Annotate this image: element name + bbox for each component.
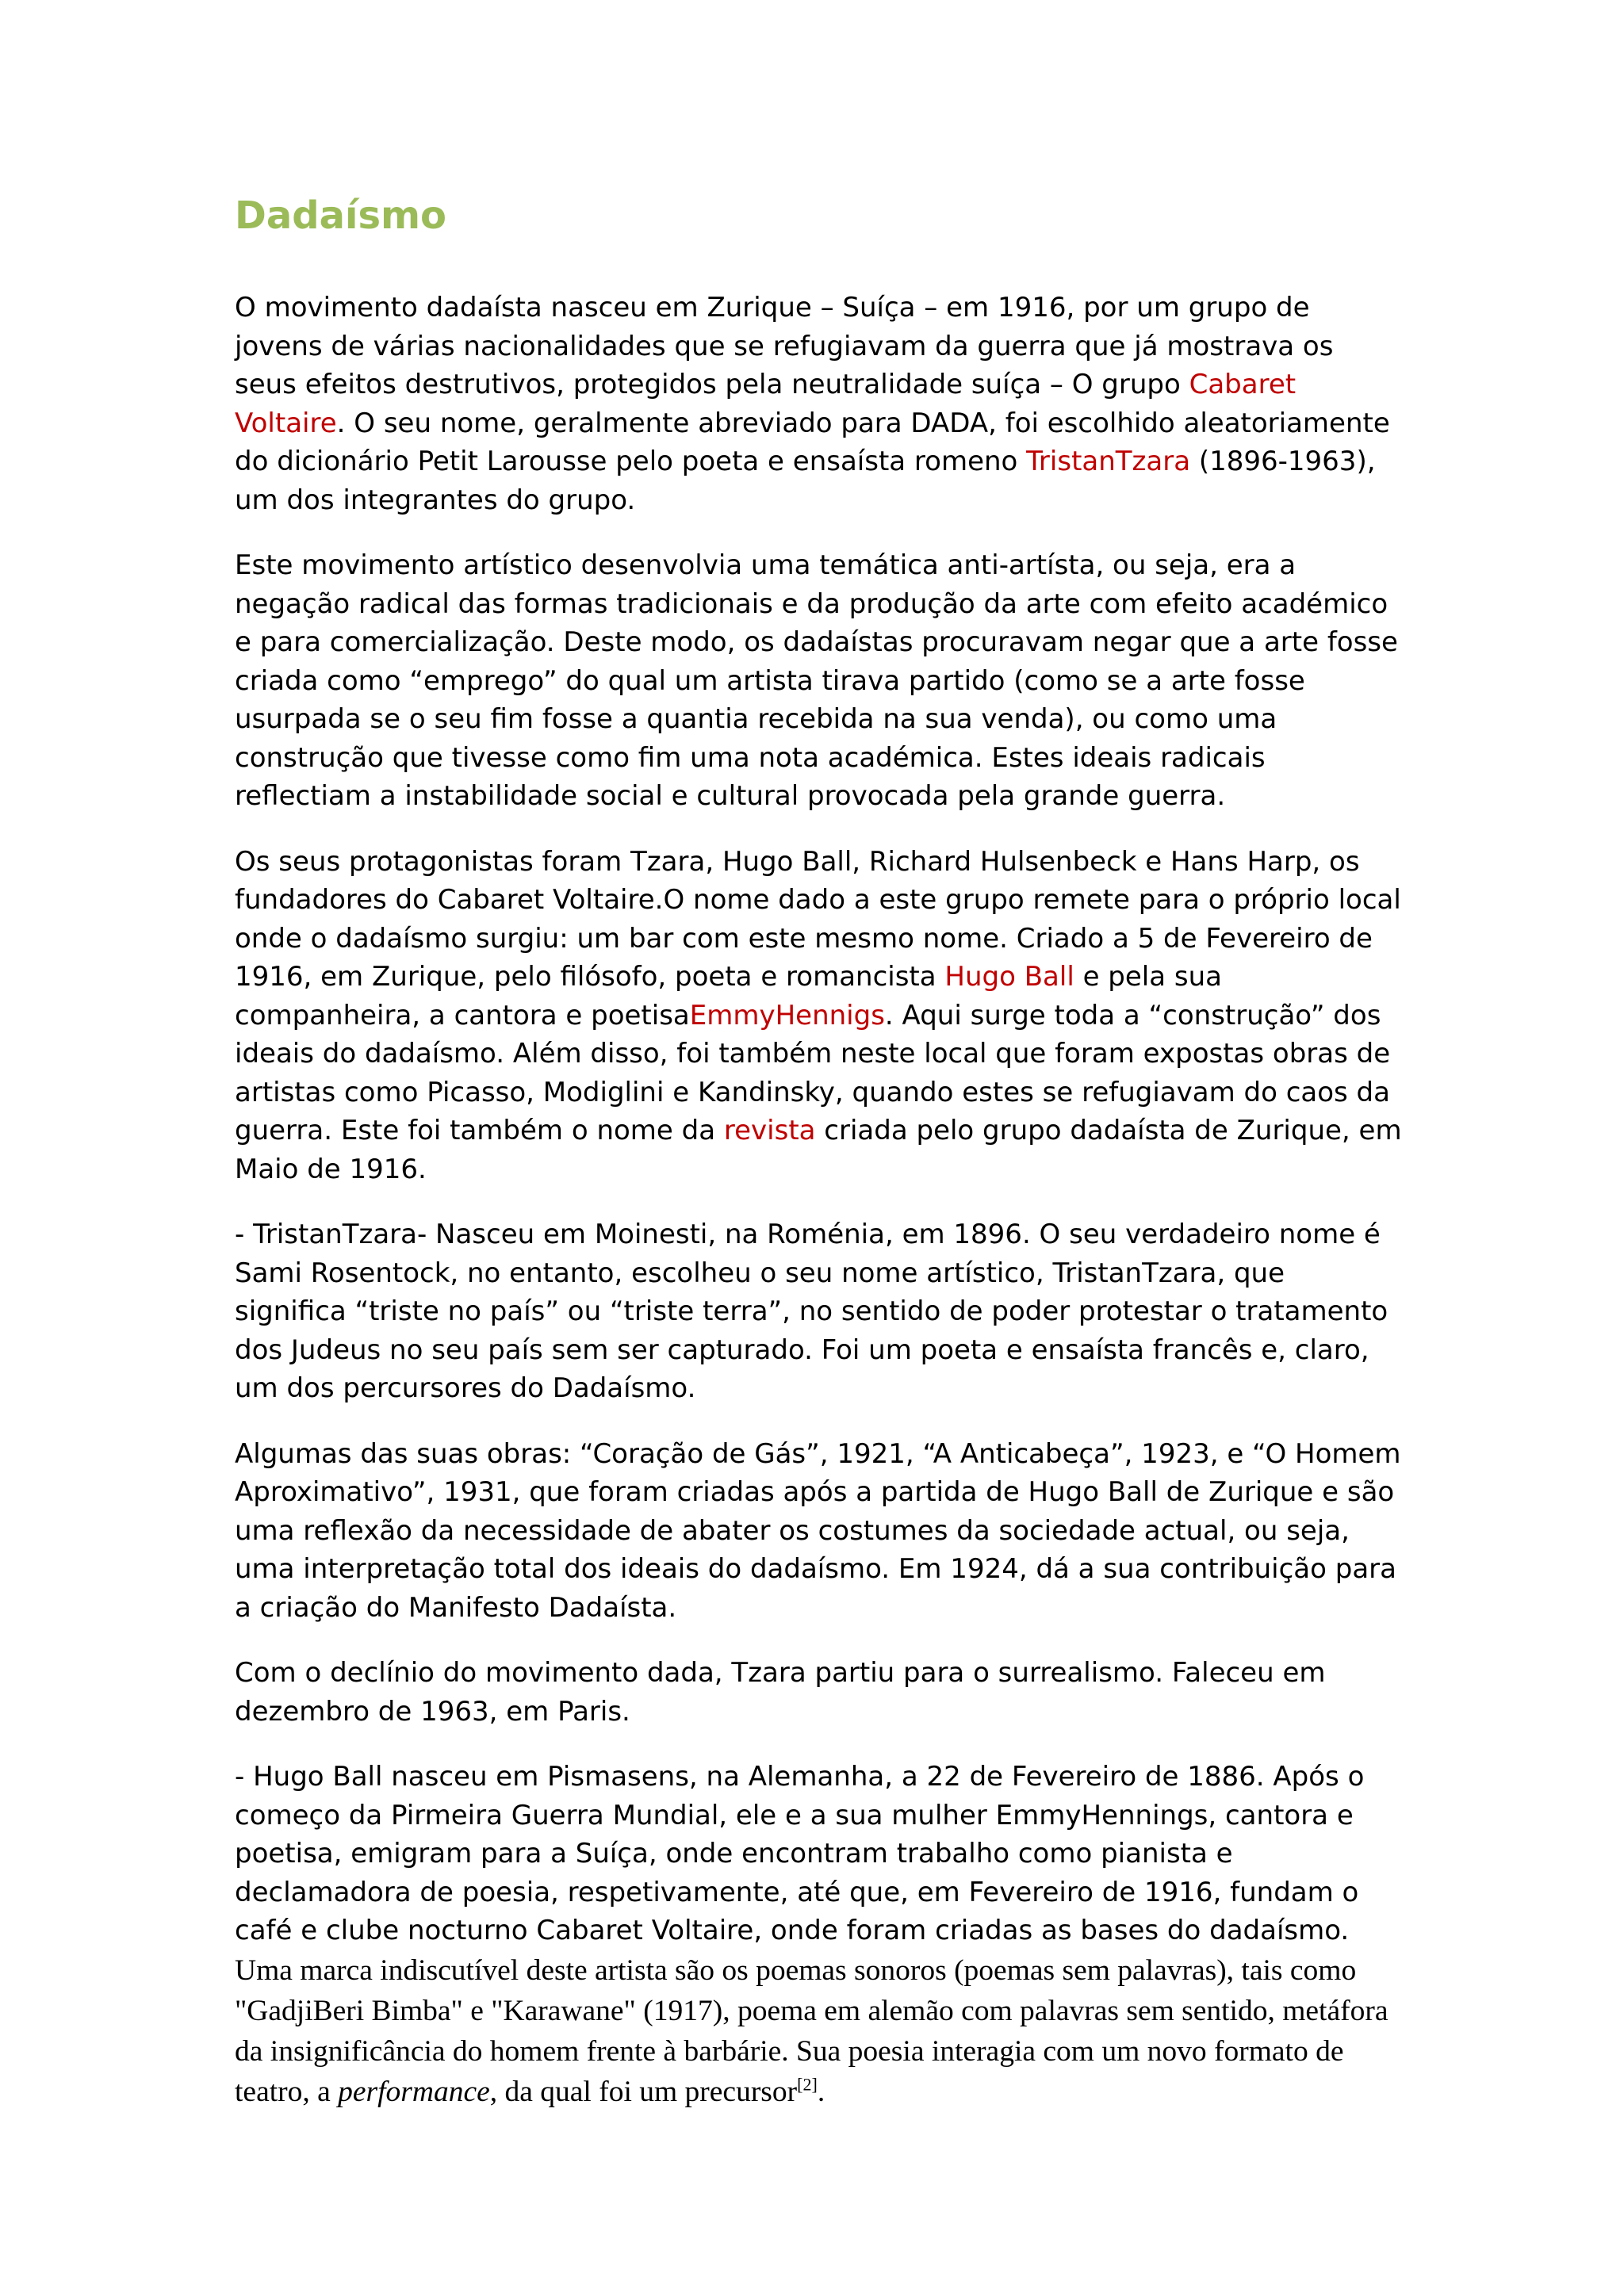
link-tristan-tzara[interactable]: TristanTzara	[1026, 446, 1191, 477]
page-title: Dadaísmo	[235, 193, 446, 238]
text: Os seus protagonistas foram Tzara, Hugo Ball, Richard Hulsenbeck e Hans Harp, os fundadores do Cabaret Voltaire.O nome dado a este grupo remete para o próprio local onde o dadaísmo surgiu: um bar com este mesmo nome. Criado a 5 de Fevereiro de 1916, em Zurique, pelo filósofo, poeta e romancista	[235, 845, 1401, 993]
link-cabaret-voltaire[interactable]: Cabaret Voltaire	[235, 369, 1297, 439]
text: . Aqui surge toda a “construção” dos ideais do dadaísmo. Além disso, foi também neste local que foram expostas obras de artistas como Picasso, Modiglini e Kandinsky, quando estes se refugiavam do caos da guerra. Este foi também o nome da	[235, 999, 1391, 1146]
link-emmy-hennigs[interactable]: EmmyHennigs	[689, 999, 885, 1031]
text: Uma marca indiscutível deste artista são os poemas sonoros (poemas sem palavras), tais como "GadjiBeri Bimba" e "Karawane" (1917), poema em alemão com palavras sem sentido, metáfora da insignificância do homem frente à barbárie. Sua poesia interagia com um novo formato de teatro, a	[235, 1954, 1388, 2108]
text: . O seu nome, geralmente abreviado para DADA, foi escolhido aleatoriamente do dicionário Petit Larousse pelo poeta e ensaísta romeno	[235, 407, 1390, 477]
paragraph-origin	[235, 289, 1402, 519]
text: , da qual foi um precursor	[489, 2075, 798, 2108]
text: .	[817, 2075, 825, 2108]
emphasis-performance: performance	[338, 2075, 490, 2108]
paragraph-tzara-bio: - TristanTzara- Nasceu em Moinesti, na Roménia, em 1896. O seu verdadeiro nome é Sami Rosentock, no entanto, escolheu o seu nome artístico, TristanTzara, que significa “triste no país” ou “triste terra”, no sentido de poder protestar o tratamento dos Judeus no seu país sem ser capturado. Foi um poeta e ensaísta francês e, claro, um dos percursores do Dadaísmo.	[235, 1219, 1388, 1404]
link-revista[interactable]: revista	[723, 1115, 816, 1146]
link-hugo-ball[interactable]: Hugo Ball	[944, 961, 1074, 993]
text: (1896-1963), um dos integrantes do grupo.	[235, 446, 1376, 516]
footnote-ref[interactable]: [2]	[797, 2074, 818, 2094]
paragraph-hugo-ball-bio	[235, 1758, 1402, 2112]
serif-text-block	[235, 1950, 1402, 2112]
paragraph-tzara-works: Algumas das suas obras: “Coração de Gás”, 1921, “A Anticabeça”, 1923, e “O Homem Aproximativo”, 1931, que foram criadas após a partida de Hugo Ball de Zurique e são uma reflexão da necessidade de abater os costumes da sociedade actual, ou seja, uma interpretação total dos ideais do dadaísmo. Em 1924, dá a sua contribuição para a criação do Manifesto Dadaísta.	[235, 1437, 1401, 1624]
text: - Hugo Ball nasceu em Pismasens, na Alemanha, a 22 de Fevereiro de 1886. Após o começo da Pirmeira Guerra Mundial, ele e a sua mulher EmmyHennings, cantora e poetisa, emigram para a Suíça, onde encontram trabalho como pianista e declamadora de poesia, respetivamente, até que, em Fevereiro de 1916, fundam o café e clube nocturno Cabaret Voltaire, onde foram criadas as bases do dadaísmo.	[235, 1761, 1365, 1946]
paragraph-protagonists	[235, 843, 1402, 1189]
text: e pela sua companheira, a cantora e poetisa	[235, 961, 1222, 1031]
paragraph-theme: Este movimento artístico desenvolvia uma temática anti-artísta, ou seja, era a negação radical das formas tradicionais e da produção da arte com efeito académico e para comercialização. Deste modo, os dadaístas procuravam negar que a arte fosse criada como “emprego” do qual um artista tirava partido (como se a arte fosse usurpada se o seu fim fosse a quantia recebida na sua venda), ou como uma construção que tivesse como fim uma nota académica. Estes ideais radicais reflectiam a instabilidade social e cultural provocada pela grande guerra.	[235, 549, 1398, 812]
text: criada pelo grupo dadaísta de Zurique, em Maio de 1916.	[235, 1115, 1402, 1185]
paragraph-tzara-death: Com o declínio do movimento dada, Tzara partiu para o surrealismo. Faleceu em dezembro de 1963, em Paris.	[235, 1657, 1326, 1728]
text: O movimento dadaísta nasceu em Zurique – Suíça – em 1916, por um grupo de jovens de várias nacionalidades que se refugiavam da guerra que já mostrava os seus efeitos destrutivos, protegidos pela neutralidade suíça – O grupo	[235, 292, 1334, 400]
